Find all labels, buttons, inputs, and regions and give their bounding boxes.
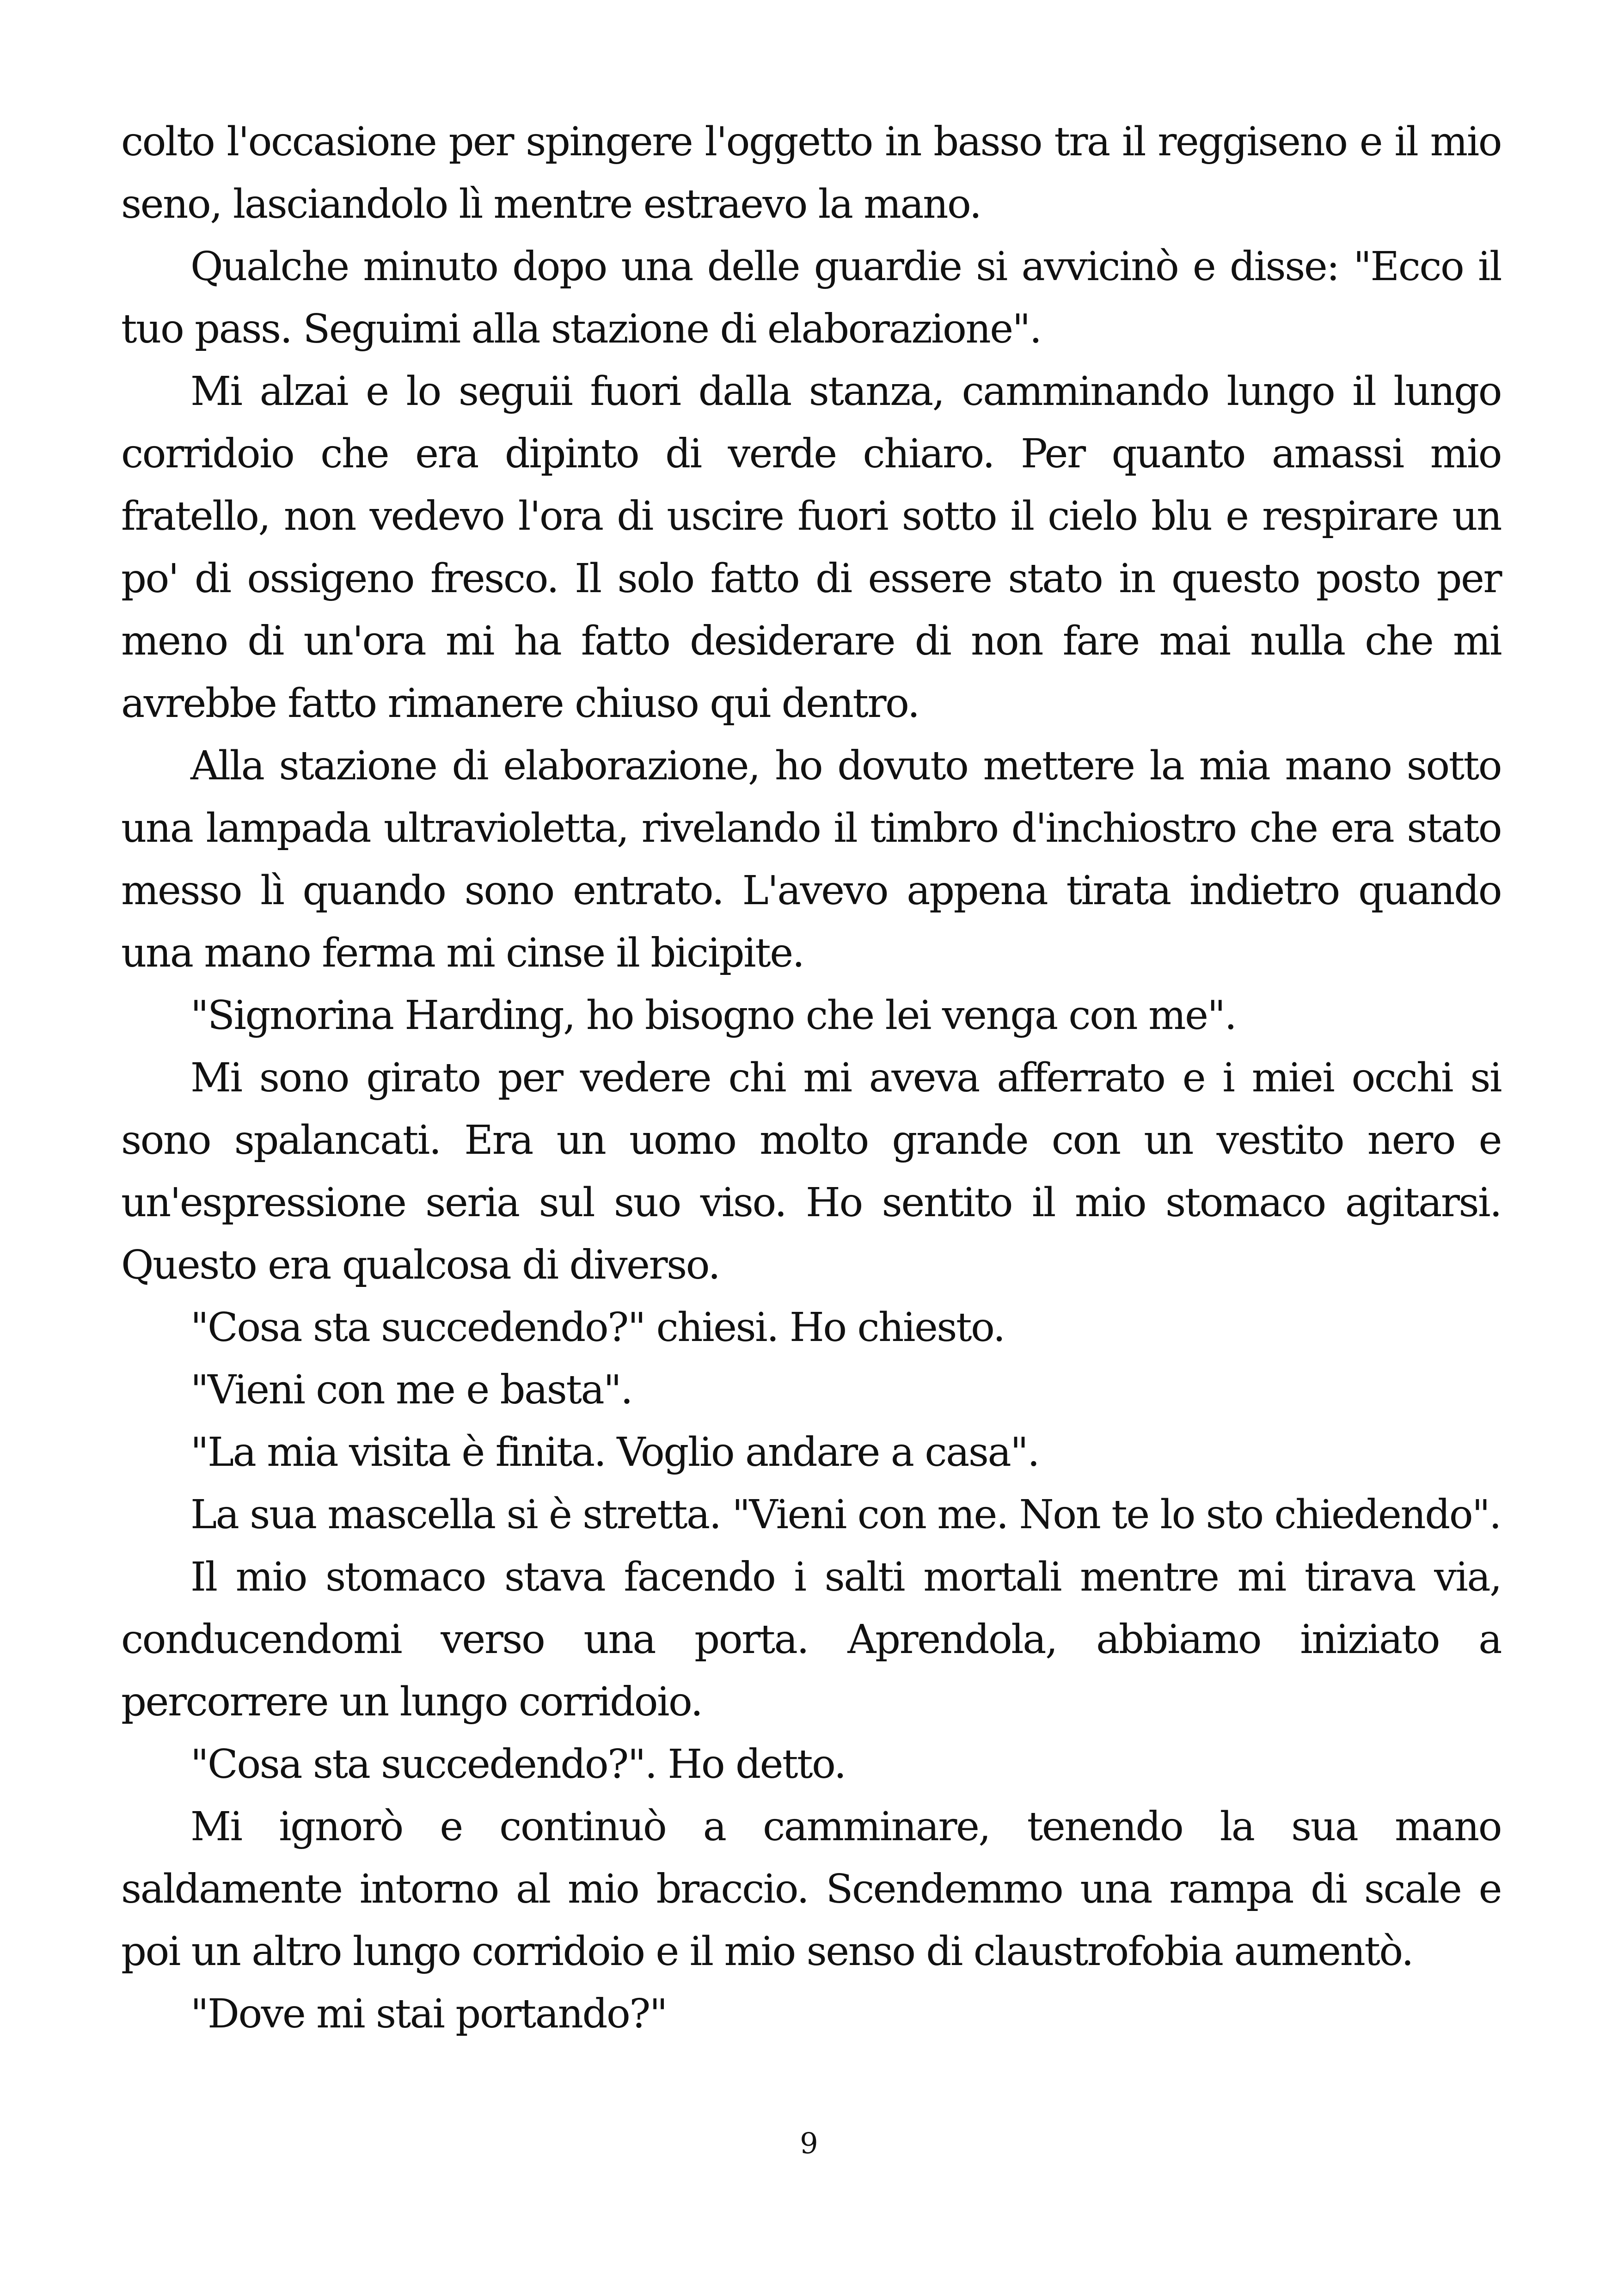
paragraph: La sua mascella si è stretta. "Vieni con me. Non te lo sto chiedendo". <box>190 1492 1501 1538</box>
page-number: 9 <box>800 2126 818 2160</box>
page-body <box>121 111 1501 2045</box>
paragraph: colto l'occasione per spingere l'oggetto in basso tra il reggiseno e il mio seno, lasciandolo lì mentre estraevo la mano. <box>121 119 1501 227</box>
paragraph: "La mia visita è finita. Voglio andare a casa". <box>190 1429 1039 1476</box>
paragraph: Mi sono girato per vedere chi mi aveva afferrato e i miei occhi si sono spalancati. Era un uomo molto grande con un vestito nero e un'espressione seria sul suo viso. Ho sentito il mio stomaco agitarsi. Questo era qualcosa di diverso. <box>121 1055 1501 1288</box>
paragraph: Mi alzai e lo seguii fuori dalla stanza, camminando lungo il lungo corridoio che era dipinto di verde chiaro. Per quanto amassi mio fratello, non vedevo l'ora di uscire fuori sotto il cielo blu e respirare un po' di ossigeno fresco. Il solo fatto di essere stato in questo posto per meno di un'ora mi ha fatto desiderare di non fare mai nulla che mi avrebbe fatto rimanere chiuso qui dentro. <box>121 368 1501 727</box>
paragraph: "Cosa sta succedendo?". Ho detto. <box>190 1741 846 1788</box>
paragraph: "Dove mi stai portando?" <box>190 1991 667 2037</box>
paragraph: Il mio stomaco stava facendo i salti mortali mentre mi tirava via, conducendomi verso una porta. Aprendola, abbiamo iniziato a percorrere un lungo corridoio. <box>121 1554 1501 1725</box>
paragraph: "Vieni con me e basta". <box>190 1367 632 1413</box>
paragraph: Qualche minuto dopo una delle guardie si avvicinò e disse: "Ecco il tuo pass. Seguimi alla stazione di elaborazione". <box>121 244 1501 352</box>
paragraph: Mi ignorò e continuò a camminare, tenendo la sua mano saldamente intorno al mio braccio. Scendemmo una rampa di scale e poi un altro lungo corridoio e il mio senso di claustrofobia aumentò. <box>121 1804 1501 1975</box>
paragraph: "Cosa sta succedendo?" chiesi. Ho chiesto. <box>190 1304 1005 1351</box>
paragraph: "Signorina Harding, ho bisogno che lei venga con me". <box>190 992 1236 1039</box>
paragraph: Alla stazione di elaborazione, ho dovuto mettere la mia mano sotto una lampada ultravioletta, rivelando il timbro d'inchiostro che era stato messo lì quando sono entrato. L'avevo appena tirata indietro quando una mano ferma mi cinse il bicipite. <box>121 743 1501 976</box>
